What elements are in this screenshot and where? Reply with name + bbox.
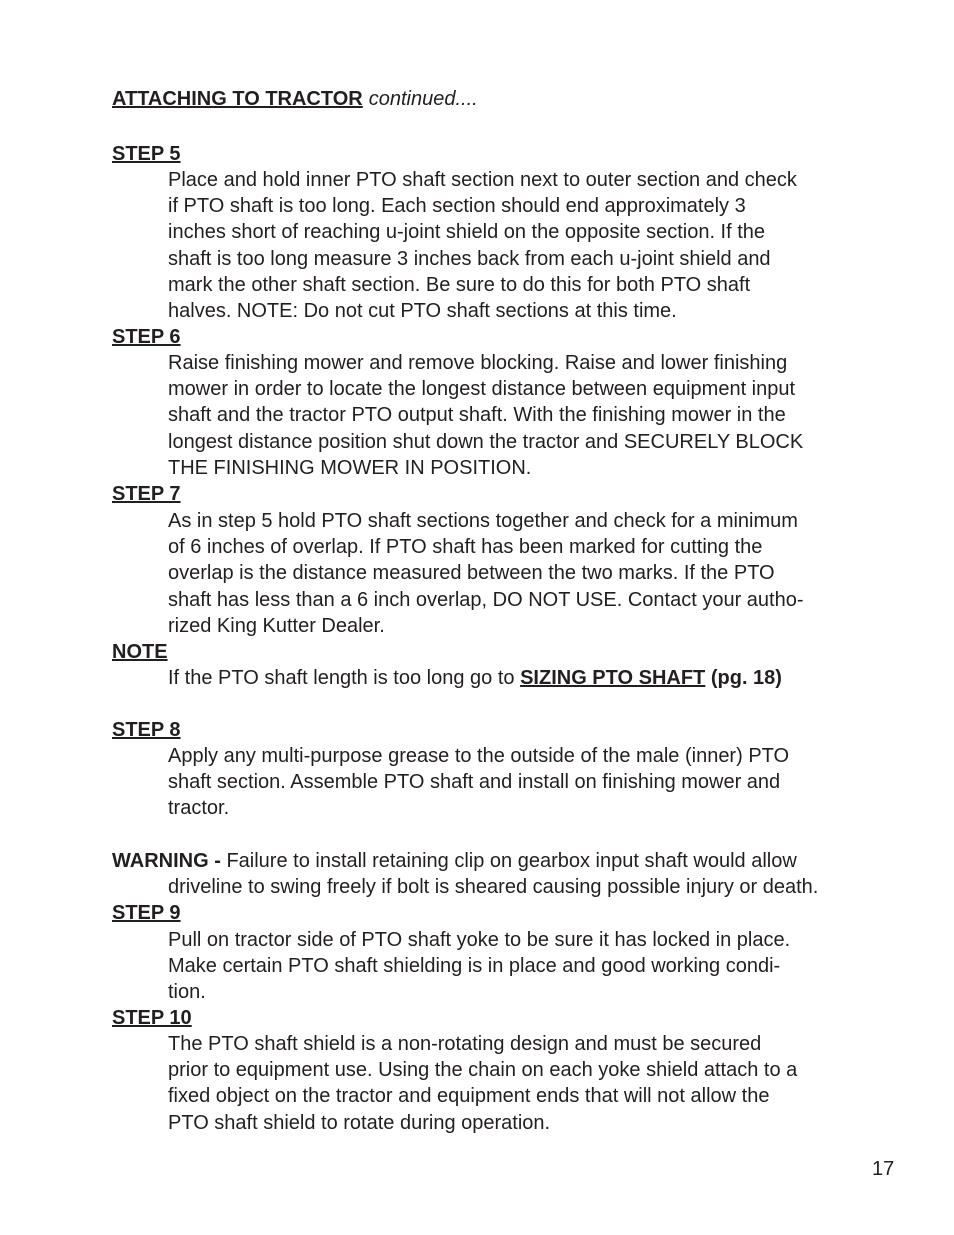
step-7-line: rized King Kutter Dealer.	[168, 614, 385, 637]
step-10-line: prior to equipment use. Using the chain on each yoke shield attach to a	[168, 1059, 798, 1082]
step-5-line: halves. NOTE: Do not cut PTO shaft sections at this time.	[168, 300, 677, 323]
section-title-line	[112, 86, 478, 112]
step-7-heading: STEP 7	[112, 483, 181, 505]
section-continued: continued....	[368, 88, 478, 110]
note-line	[168, 665, 900, 691]
step-9-line: tion.	[168, 981, 206, 1004]
step-10-line: PTO shaft shield to rotate during operation.	[168, 1111, 551, 1134]
step-5-line: shaft is too long measure 3 inches back from each u-joint shield and	[168, 247, 771, 270]
step-10-line: The PTO shaft shield is a non-rotating design and must be secured	[168, 1033, 762, 1055]
step-10-heading: STEP 10	[112, 1007, 192, 1029]
step-10-body	[168, 1031, 900, 1136]
step-9-heading: STEP 9	[112, 902, 181, 924]
step-6-line: shaft and the tractor PTO output shaft. With the finishing mower in the	[168, 404, 786, 427]
step-9-line: Make certain PTO shaft shielding is in place and good working condi-	[168, 955, 781, 978]
step-10-line: fixed object on the tractor and equipment ends that will not allow the	[168, 1085, 770, 1108]
warning-label: WARNING -	[112, 850, 221, 872]
step-9-line: Pull on tractor side of PTO shaft yoke to be sure it has locked in place.	[168, 929, 791, 951]
step-5-body	[168, 167, 900, 324]
step-7-line: As in step 5 hold PTO shaft sections together and check for a minimum	[168, 510, 798, 532]
note-body	[168, 665, 900, 691]
step-6-body	[168, 350, 900, 481]
sizing-pto-shaft-link[interactable]: SIZING PTO SHAFT	[520, 667, 706, 689]
step-5-line: inches short of reaching u-joint shield on the opposite section. If the	[168, 221, 766, 244]
step-5-heading: STEP 5	[112, 143, 181, 165]
page-number: 17	[872, 1158, 895, 1180]
step-6-heading: STEP 6	[112, 326, 181, 348]
warning-body	[168, 874, 900, 900]
step-8-line: tractor.	[168, 797, 230, 820]
step-5-line: mark the other shaft section. Be sure to do this for both PTO shaft	[168, 273, 751, 296]
section-title: ATTACHING TO TRACTOR	[112, 88, 363, 110]
step-6-line: Raise finishing mower and remove blocking. Raise and lower finishing	[168, 352, 788, 374]
step-5-line: if PTO shaft is too long. Each section should end approximately 3	[168, 195, 746, 218]
warning-line-2: driveline to swing freely if bolt is sheared causing possible injury or death.	[168, 876, 819, 898]
step-9-body	[168, 927, 900, 1006]
warning-text: Failure to install retaining clip on gearbox input shaft would allow	[226, 850, 797, 872]
step-5-line: Place and hold inner PTO shaft section next to outer section and check	[168, 169, 797, 191]
step-8-line: Apply any multi-purpose grease to the outside of the male (inner) PTO	[168, 745, 790, 767]
step-8-body	[168, 743, 900, 822]
step-7-line: of 6 inches of overlap. If PTO shaft has been marked for cutting the	[168, 536, 763, 559]
step-6-line: mower in order to locate the longest distance between equipment input	[168, 378, 796, 401]
step-6-line: longest distance position shut down the tractor and SECURELY BLOCK	[168, 430, 804, 453]
step-7-line: overlap is the distance measured between the two marks. If the PTO	[168, 562, 775, 585]
note-page-ref: (pg. 18)	[710, 667, 782, 689]
step-6-line: THE FINISHING MOWER IN POSITION.	[168, 456, 532, 479]
note-heading: NOTE	[112, 641, 168, 663]
step-8-heading: STEP 8	[112, 719, 181, 741]
step-8-line: shaft section. Assemble PTO shaft and install on finishing mower and	[168, 771, 781, 794]
note-text: If the PTO shaft length is too long go to	[168, 667, 521, 689]
step-7-line: shaft has less than a 6 inch overlap, DO NOT USE. Contact your autho-	[168, 588, 804, 611]
warning-line-1	[112, 848, 902, 874]
step-7-body	[168, 508, 900, 639]
